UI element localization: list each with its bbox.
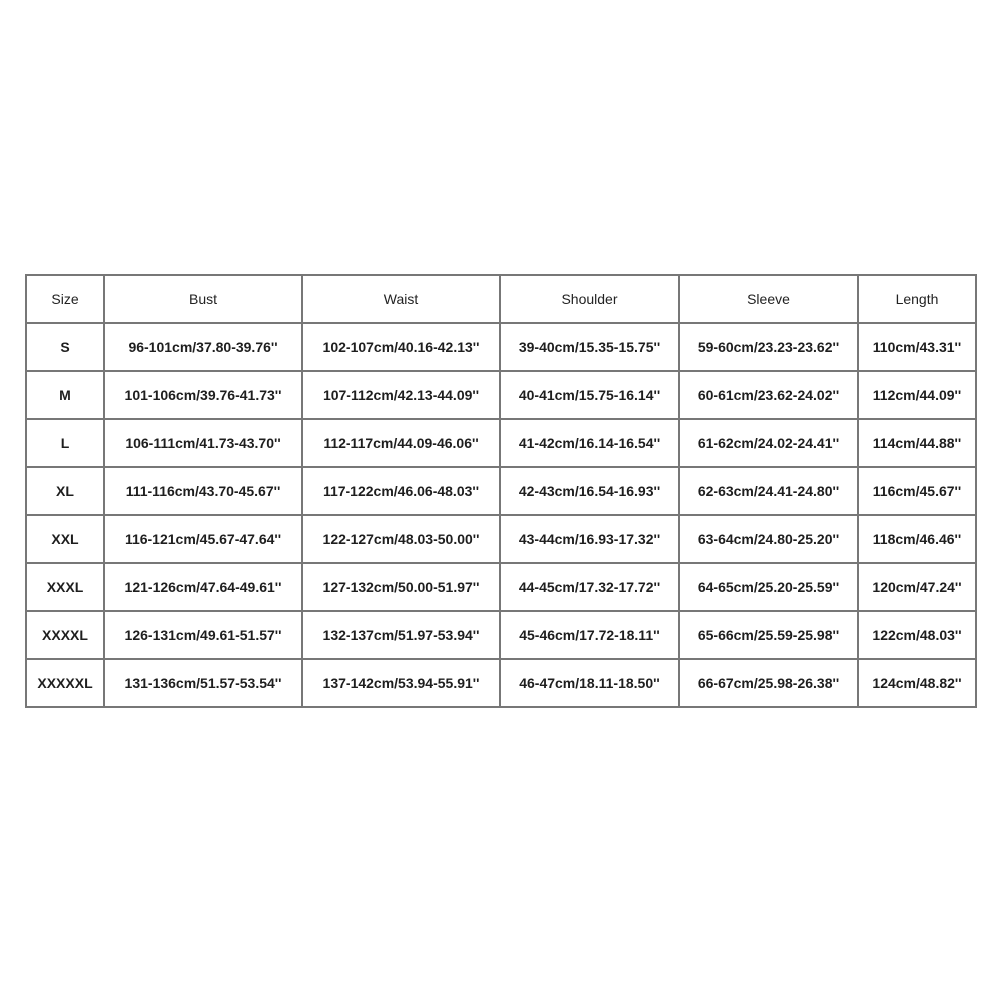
cell-size: XXXXL [26,611,104,659]
table-row [26,323,976,371]
cell-waist: 132-137cm/51.97-53.94'' [302,611,500,659]
size-chart-table [25,274,977,708]
table-row [26,611,976,659]
cell-length: 110cm/43.31'' [858,323,976,371]
header-size: Size [26,275,104,323]
cell-shoulder: 45-46cm/17.72-18.11'' [500,611,679,659]
cell-sleeve: 65-66cm/25.59-25.98'' [679,611,858,659]
cell-bust: 126-131cm/49.61-51.57'' [104,611,302,659]
cell-shoulder: 41-42cm/16.14-16.54'' [500,419,679,467]
cell-sleeve: 64-65cm/25.20-25.59'' [679,563,858,611]
header-shoulder: Shoulder [500,275,679,323]
cell-shoulder: 39-40cm/15.35-15.75'' [500,323,679,371]
cell-sleeve: 61-62cm/24.02-24.41'' [679,419,858,467]
cell-bust: 131-136cm/51.57-53.54'' [104,659,302,707]
cell-bust: 101-106cm/39.76-41.73'' [104,371,302,419]
cell-bust: 106-111cm/41.73-43.70'' [104,419,302,467]
header-row [26,275,976,323]
cell-length: 112cm/44.09'' [858,371,976,419]
cell-length: 122cm/48.03'' [858,611,976,659]
header-bust: Bust [104,275,302,323]
cell-size: M [26,371,104,419]
header-sleeve: Sleeve [679,275,858,323]
cell-bust: 116-121cm/45.67-47.64'' [104,515,302,563]
cell-sleeve: 63-64cm/24.80-25.20'' [679,515,858,563]
cell-sleeve: 59-60cm/23.23-23.62'' [679,323,858,371]
cell-length: 118cm/46.46'' [858,515,976,563]
cell-waist: 112-117cm/44.09-46.06'' [302,419,500,467]
cell-size: XXXL [26,563,104,611]
cell-size: XXXXXL [26,659,104,707]
cell-bust: 96-101cm/37.80-39.76'' [104,323,302,371]
cell-shoulder: 44-45cm/17.32-17.72'' [500,563,679,611]
cell-length: 116cm/45.67'' [858,467,976,515]
cell-length: 124cm/48.82'' [858,659,976,707]
table-row [26,371,976,419]
cell-bust: 111-116cm/43.70-45.67'' [104,467,302,515]
cell-waist: 102-107cm/40.16-42.13'' [302,323,500,371]
cell-length: 120cm/47.24'' [858,563,976,611]
cell-waist: 137-142cm/53.94-55.91'' [302,659,500,707]
table-row [26,419,976,467]
header-length: Length [858,275,976,323]
cell-size: XL [26,467,104,515]
cell-sleeve: 60-61cm/23.62-24.02'' [679,371,858,419]
cell-waist: 122-127cm/48.03-50.00'' [302,515,500,563]
table-row [26,563,976,611]
table-row [26,515,976,563]
cell-length: 114cm/44.88'' [858,419,976,467]
header-waist: Waist [302,275,500,323]
cell-size: L [26,419,104,467]
size-chart-header [26,275,976,323]
cell-waist: 107-112cm/42.13-44.09'' [302,371,500,419]
cell-shoulder: 46-47cm/18.11-18.50'' [500,659,679,707]
cell-sleeve: 66-67cm/25.98-26.38'' [679,659,858,707]
table-row [26,467,976,515]
size-chart-body [26,323,976,707]
cell-shoulder: 40-41cm/15.75-16.14'' [500,371,679,419]
cell-bust: 121-126cm/47.64-49.61'' [104,563,302,611]
cell-size: XXL [26,515,104,563]
cell-shoulder: 43-44cm/16.93-17.32'' [500,515,679,563]
table-row [26,659,976,707]
cell-sleeve: 62-63cm/24.41-24.80'' [679,467,858,515]
cell-shoulder: 42-43cm/16.54-16.93'' [500,467,679,515]
cell-size: S [26,323,104,371]
cell-waist: 127-132cm/50.00-51.97'' [302,563,500,611]
cell-waist: 117-122cm/46.06-48.03'' [302,467,500,515]
